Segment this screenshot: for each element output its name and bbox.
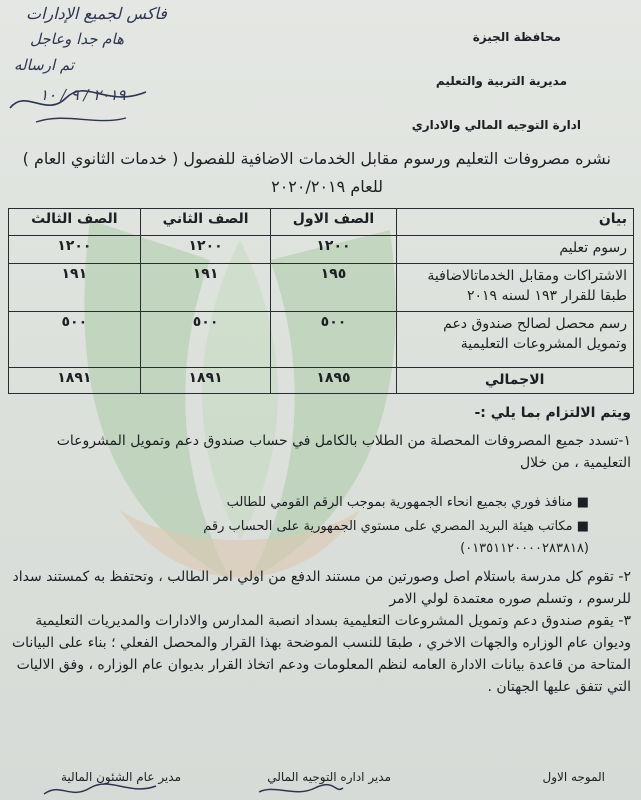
row-grade1: ٥٠٠ [271, 312, 396, 368]
table-header-row [9, 209, 634, 236]
signature-finance-director: مدير اداره التوجيه المالي [267, 770, 391, 784]
row-grade3: ١٩١ [9, 264, 141, 312]
header-description: بيان [396, 209, 634, 236]
row-description: رسوم تعليم [396, 236, 634, 264]
governorate-label: محافظة الجيزة [472, 30, 561, 44]
department-label: ادارة التوجيه المالي والاداري [411, 118, 581, 132]
fees-table [8, 208, 634, 394]
document-title: نشره مصروفات التعليم ورسوم مقابل الخدمات الاضافية للفصول ( خدمات الثانوي العام ) [22, 149, 611, 168]
total-grade1: ١٨٩٥ [271, 368, 396, 394]
header-grade2: الصف الثاني [140, 209, 271, 236]
row-description: رسم محصل لصالح صندوق دعم وتمويل المشروعات التعليمية [396, 312, 634, 368]
bullet-icon: ■ [572, 519, 589, 534]
directorate-label: مديرية التربية والتعليم [435, 74, 567, 88]
handwritten-note-line3: تم ارساله [14, 56, 75, 74]
obligation-item-1: ١-تسدد جميع المصروفات المحصلة من الطلاب بالكامل في حساب صندوق دعم وتمويل المشروعات التعليمية ، من خلال [56, 433, 631, 471]
handwritten-signature [255, 782, 345, 800]
table-row [9, 264, 634, 312]
row-grade3: ٥٠٠ [9, 312, 141, 368]
signature-first-supervisor: الموجه الاول [542, 770, 605, 784]
row-grade2: ٥٠٠ [140, 312, 271, 368]
row-grade1: ١٩٥ [271, 264, 396, 312]
signature-general-manager: مدير عام الشئون المالية [61, 770, 181, 784]
handwritten-date: ٢٠١٩ / ٩ / ١٠ [40, 86, 126, 104]
table-row [9, 236, 634, 264]
bullet-icon: ■ [572, 495, 589, 510]
total-grade3: ١٨٩١ [9, 368, 141, 394]
row-grade1: ١٢٠٠ [271, 236, 396, 264]
header-grade1: الصف الاول [271, 209, 396, 236]
obligation-item-2: ٢- تقوم كل مدرسة باستلام اصل وصورتين من مستند الدفع من اولي امر الطالب ، وتحتفظ به كمستند سداد للرسوم ، وتسلم صوره معتمدة لولي الامر [12, 569, 631, 607]
table-row [9, 312, 634, 368]
document-subtitle: للعام ٢٠٢٠/٢٠١٩ [271, 177, 383, 196]
handwritten-note-line1: فاكس لجميع الإدارات [26, 4, 167, 23]
table-total-row [9, 368, 634, 394]
header-grade3: الصف الثالث [9, 209, 141, 236]
bullet-post [129, 516, 589, 560]
row-grade2: ١٢٠٠ [140, 236, 271, 264]
bullet-post-text: مكاتب هيئة البريد المصري على مستوي الجمهورية على الحساب رقم (٠١٣٥١١٢٠٠٠٠٢٨٣٨١٨) [203, 519, 589, 556]
bullet-fawry [29, 492, 589, 514]
bullet-fawry-text: منافذ فوري بجميع انحاء الجمهورية بموجب الرقم القومي للطالب [226, 495, 573, 510]
row-description: الاشتراكات ومقابل الخدماتالاضافية طبقا للقرار ١٩٣ لسنه ٢٠١٩ [396, 264, 634, 312]
total-grade2: ١٨٩١ [140, 368, 271, 394]
total-label: الاجمالي [396, 368, 634, 394]
row-grade3: ١٢٠٠ [9, 236, 141, 264]
obligation-item-3: ٣- يقوم صندوق دعم وتمويل المشروعات التعليمية بسداد انصبة المدارس والادارات والمديريات التعليمية وديوان عام الوزاره والجهات الاخري ، طبقا للنسب الموضحة بهذا القرار والمحصل الفعلي ؛ بناء على البيانات المتاحة من قاعدة بيانات الادارة العامه لنظم المعلومات ودعم اتخاذ القرار بديوان عام الوزاره ، وفق الاليات التي تتفق عليها الجهتان . [11, 613, 631, 695]
handwritten-signature [40, 782, 160, 800]
handwritten-scribble [6, 78, 156, 128]
obligations-intro: ويتم الالتزام بما يلي :- [474, 405, 631, 421]
handwritten-note-line2: هام جدا وعاجل [30, 30, 125, 48]
row-grade2: ١٩١ [140, 264, 271, 312]
